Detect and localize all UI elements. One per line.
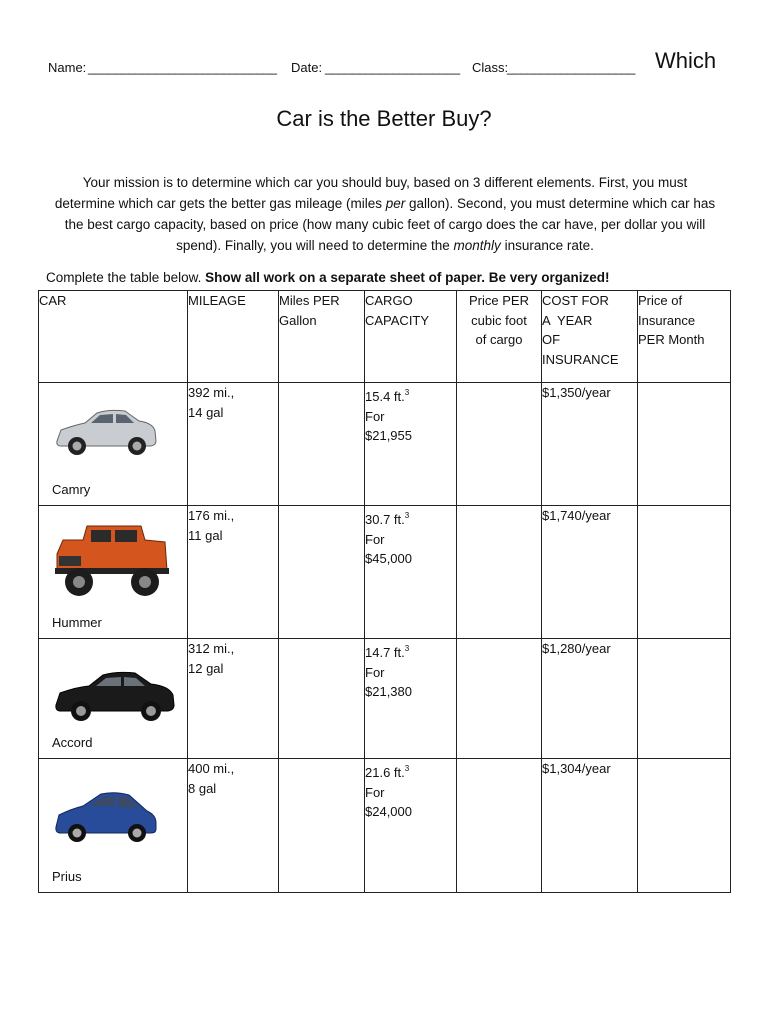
col-header-cargo: CARGO CAPACITY <box>365 291 457 383</box>
mpg-answer-cell[interactable] <box>279 383 365 506</box>
mpg-answer-cell[interactable] <box>279 639 365 759</box>
price-per-cubic-foot-answer-cell[interactable] <box>457 383 542 506</box>
title-word-which: Which <box>655 48 717 73</box>
cargo-cell: 30.7 ft.$^3$ For $45,000 <box>365 506 457 639</box>
car-name: Camry <box>52 482 91 497</box>
mission-text-1: Your mission is to determine which car you should buy, based on 3 different elements. First, you must determine which car gets the better gas mileage (miles <box>54 175 688 211</box>
table-header-row <box>39 291 731 383</box>
car-cell <box>39 383 188 506</box>
mileage-cell: 392 mi., 14 gal <box>188 383 279 506</box>
car-photo-sedan <box>53 403 159 461</box>
yearly-insurance-cell: $1,350/year <box>542 383 638 506</box>
monthly-insurance-answer-cell[interactable] <box>638 759 731 893</box>
col-header-mpg: Miles PER Gallon <box>279 291 365 383</box>
name-label: Name: <box>48 60 87 75</box>
car-photo-sedan <box>53 665 177 727</box>
yearly-insurance-cell: $1,304/year <box>542 759 638 893</box>
mileage-cell: 312 mi., 12 gal <box>188 639 279 759</box>
page-title: Car is the Better Buy? <box>276 106 492 131</box>
mpg-answer-cell[interactable] <box>279 506 365 639</box>
price-per-cubic-foot-answer-cell[interactable] <box>457 506 542 639</box>
car-photo-hatchback <box>53 787 159 847</box>
mission-emphasis-per: per <box>385 196 406 211</box>
monthly-insurance-answer-cell[interactable] <box>638 639 731 759</box>
yearly-insurance-cell: $1,740/year <box>542 506 638 639</box>
student-info-line <box>48 48 728 82</box>
yearly-insurance-cell: $1,280/year <box>542 639 638 759</box>
car-comparison-table <box>38 290 731 893</box>
car-cell <box>39 506 188 639</box>
col-header-yearly-insurance: COST FOR A YEAR OF INSURANCE <box>542 291 638 383</box>
table-row <box>39 759 731 893</box>
table-row <box>39 506 731 639</box>
price-per-cubic-foot-answer-cell[interactable] <box>457 639 542 759</box>
mission-text-3: insurance rate. <box>500 238 594 253</box>
table-row <box>39 383 731 506</box>
mission-paragraph <box>52 172 718 256</box>
class-label: Class: <box>472 60 509 75</box>
instructions-bold: Show all work on a separate sheet of paper. Be very organized! <box>205 270 610 285</box>
col-header-monthly-insurance: Price of Insurance PER Month <box>638 291 731 383</box>
car-cell <box>39 759 188 893</box>
date-field[interactable]: ____________________ <box>325 60 460 75</box>
car-name: Prius <box>52 869 82 884</box>
mission-text-2: gallon). Second, you must determine which car has the best cargo capacity, based on price (how many cubic feet of cargo does the car have, per dollar you will spend). Finally, you will need to determine the <box>64 196 716 253</box>
table-row <box>39 639 731 759</box>
car-cell <box>39 639 188 759</box>
car-name: Accord <box>52 735 93 750</box>
car-name: Hummer <box>52 615 102 630</box>
price-per-cubic-foot-answer-cell[interactable] <box>457 759 542 893</box>
mileage-cell: 176 mi., 11 gal <box>188 506 279 639</box>
col-header-mileage: MILEAGE <box>188 291 279 383</box>
cargo-cell: 21.6 ft.$^3$ For $24,000 <box>365 759 457 893</box>
class-field[interactable]: ___________________ <box>507 60 635 75</box>
mission-emphasis-monthly: monthly <box>453 238 501 253</box>
cargo-cell: 14.7 ft.$^3$ For $21,380 <box>365 639 457 759</box>
instructions-plain: Complete the table below. <box>46 270 206 285</box>
name-field[interactable]: ____________________________ <box>88 60 277 75</box>
mpg-answer-cell[interactable] <box>279 759 365 893</box>
col-header-car: CAR <box>39 291 188 383</box>
cargo-cell: 15.4 ft.$^3$ For $21,955 <box>365 383 457 506</box>
date-label: Date: <box>291 60 323 75</box>
mileage-cell: 400 mi., 8 gal <box>188 759 279 893</box>
monthly-insurance-answer-cell[interactable] <box>638 506 731 639</box>
monthly-insurance-answer-cell[interactable] <box>638 383 731 506</box>
col-header-price-per-cubic-foot: Price PER cubic foot of cargo <box>457 291 542 383</box>
car-photo-suv <box>53 520 171 602</box>
table-instructions <box>46 270 726 285</box>
